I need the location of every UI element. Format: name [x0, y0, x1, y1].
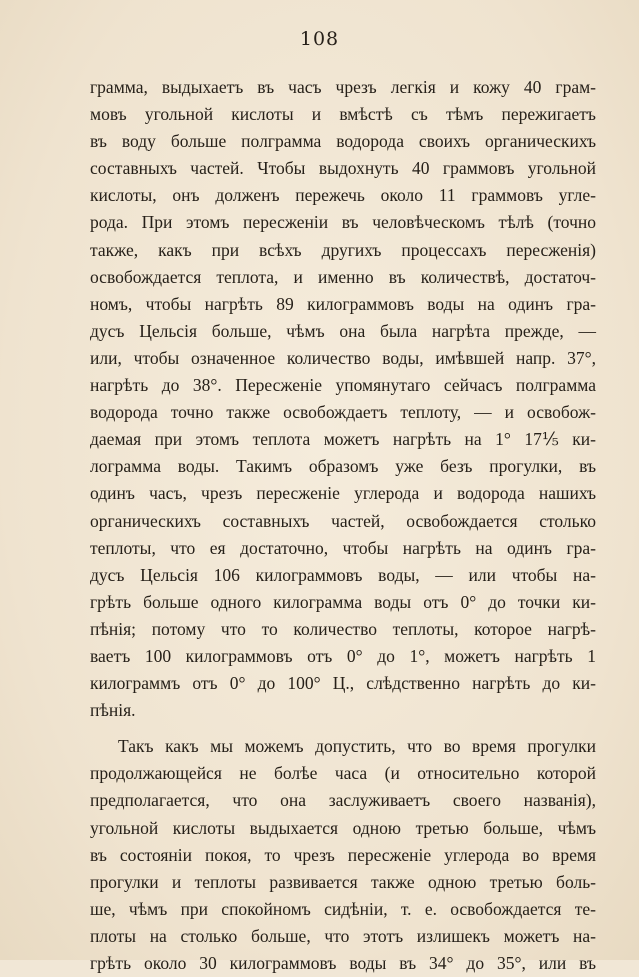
- text-line: дусъ Цельсія 106 килограммовъ воды, — или чтобы на-: [90, 564, 596, 585]
- paragraph-1: [90, 74, 596, 724]
- text-line: также, какъ при всѣхъ другихъ процессахъ пересженія): [90, 239, 596, 260]
- text-line: грѣть больше одного килограмма воды отъ 0° до точки ки-: [90, 591, 596, 612]
- text-line: прогулки и теплоты развивается также одною третью боль-: [90, 871, 596, 892]
- text-line: номъ, чтобы нагрѣть 89 килограммовъ воды на одинъ гра-: [90, 293, 596, 314]
- page-number: 108: [299, 28, 340, 50]
- text-line: ше, чѣмъ при спокойномъ сидѣніи, т. е. освобождается те-: [90, 898, 596, 919]
- text-line: даемая при этомъ теплота можетъ нагрѣть на 1° 17⅕ ки-: [90, 429, 596, 450]
- text-line: пѣнія.: [90, 700, 136, 721]
- text-line: предполагается, что она заслуживаетъ своего названія),: [90, 790, 596, 811]
- text-line: водорода точно также освобождаетъ теплоту, — и освобож-: [90, 402, 596, 423]
- text-line: составныхъ частей. Чтобы выдохнуть 40 граммовъ угольной: [90, 158, 596, 179]
- text-line: теплоты, что ея достаточно, чтобы нагрѣть на одинъ гра-: [90, 537, 596, 558]
- text-line: въ воду больше полграмма водорода своихъ органическихъ: [90, 131, 596, 152]
- text-line: килограммъ отъ 0° до 100° Ц., слѣдственно нагрѣть до ки-: [90, 673, 596, 694]
- text-line: ваетъ 100 килограммовъ отъ 0° до 1°, можетъ нагрѣть 1: [90, 645, 596, 666]
- text-line: одинъ часъ, чрезъ пересженіе углерода и водорода нашихъ: [90, 483, 596, 504]
- body-text: [90, 74, 596, 977]
- text-line: нагрѣть до 38°. Пересженіе упомянутаго сейчасъ полграмма: [90, 375, 596, 396]
- text-line: органическихъ составныхъ частей, освобождается столько: [90, 510, 596, 531]
- text-line: или, чтобы означенное количество воды, имѣвшей напр. 37°,: [90, 347, 596, 368]
- text-line: въ состояніи покоя, то чрезъ пересженіе углерода во время: [90, 844, 596, 865]
- paragraph-2: [90, 733, 596, 977]
- text-line: освобождается теплота, и именно въ количествѣ, достаточ-: [90, 266, 596, 287]
- text-line: лограмма воды. Такимъ образомъ уже безъ прогулки, въ: [90, 456, 596, 477]
- text-line: кислоты, онъ долженъ пережечь около 11 граммовъ угле-: [90, 185, 596, 206]
- paragraph-gap: [90, 724, 596, 733]
- text-line: пѣнія; потому что то количество теплоты, которое нагрѣ-: [90, 618, 596, 639]
- text-line: угольной кислоты выдыхается одною третью больше, чѣмъ: [90, 817, 596, 838]
- text-line: Такъ какъ мы можемъ допустить, что во время прогулки: [118, 736, 596, 757]
- text-line: дусъ Цельсія больше, чѣмъ она была нагрѣта прежде, —: [90, 320, 596, 341]
- text-line: продолжающейся не болѣе часа (и относительно которой: [90, 763, 596, 784]
- text-line: мовъ угольной кислоты и вмѣстѣ съ тѣмъ пережигаетъ: [90, 104, 596, 125]
- text-line: рода. При этомъ пересженіи въ человѣческомъ тѣлѣ (точно: [90, 212, 596, 233]
- text-line: плоты на столько больше, что этотъ излишекъ можетъ на-: [90, 925, 596, 946]
- text-line: грамма, выдыхаетъ въ часъ чрезъ легкія и кожу 40 грам-: [90, 77, 596, 97]
- text-line: грѣть около 30 килограммовъ воды въ 34° до 35°, или въ: [90, 953, 596, 973]
